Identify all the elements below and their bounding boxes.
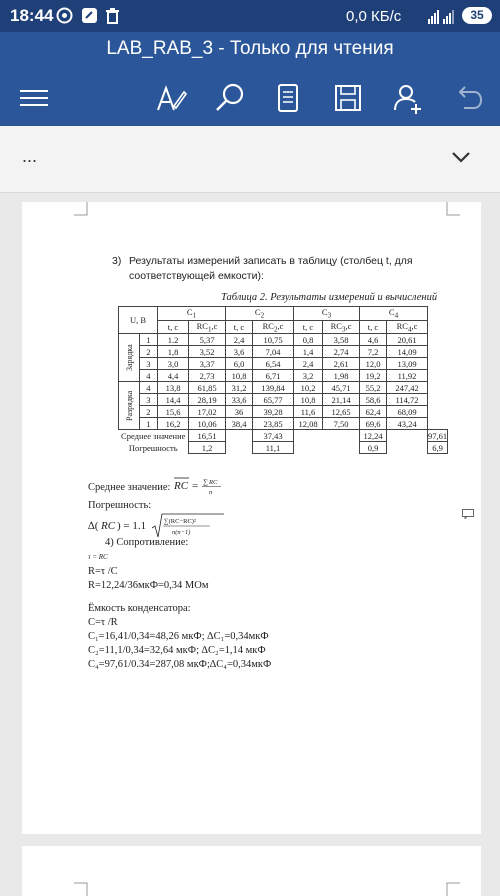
voltage-cell: 2 — [139, 406, 157, 418]
mean-row — [119, 430, 448, 442]
table-cell: 10,75 — [253, 334, 294, 346]
header-c2: $C_2$ — [226, 307, 294, 321]
table-cell: 1,98 — [323, 370, 360, 382]
table-cell: 6,0 — [226, 358, 253, 370]
search-icon — [210, 78, 250, 118]
voltage-cell: 3 — [139, 358, 157, 370]
table-cell: 7,2 — [360, 346, 387, 358]
voltage-cell: 4 — [139, 370, 157, 382]
svg-text:∆(: ∆( — [88, 520, 99, 532]
table-cell: 10,8 — [226, 370, 253, 382]
error-c1: 1,2 — [189, 442, 226, 454]
table-cell: 2,4 — [294, 358, 323, 370]
group-label-charge: Зарядка — [119, 334, 140, 382]
menu-button[interactable] — [14, 78, 54, 118]
table-cell: 2,61 — [323, 358, 360, 370]
voltage-cell: 2 — [139, 346, 157, 358]
table-cell: 2,74 — [323, 346, 360, 358]
charge-rows — [119, 334, 448, 382]
mean-c1: 16,51 — [189, 430, 226, 442]
table-cell: 13,8 — [158, 382, 189, 394]
read-mode-button[interactable] — [268, 78, 308, 118]
document-page-2 — [22, 846, 481, 896]
svg-text:RC: RC — [209, 479, 218, 486]
table-cell: 7,04 — [253, 346, 294, 358]
table-cell: 2,73 — [189, 370, 226, 382]
table-cell: 38,4 — [226, 418, 253, 430]
mean-c3: 12,24 — [360, 430, 387, 442]
table-cell: 58,6 — [360, 394, 387, 406]
share-button[interactable] — [388, 78, 428, 118]
c1-line: C₁=16,41/0,34=48,26 мкФ; ∆C₁=0,34мкФ — [88, 631, 269, 642]
subheader-rc1: $RC_1,c$ — [189, 320, 226, 334]
subheader-rc4: $RC_4,c$ — [387, 320, 428, 334]
table-cell: 43,24 — [387, 418, 428, 430]
svg-text:=: = — [192, 480, 199, 492]
share-icon — [388, 78, 428, 118]
table-cell: 0,8 — [294, 334, 323, 346]
c4-line: C₄=97,61/0.34=287,08 мкФ;∆C₄=0,34мкФ — [88, 659, 272, 670]
table-cell: 12,08 — [294, 418, 323, 430]
table-cell: 2,4 — [226, 334, 253, 346]
table-cell: 3,52 — [189, 346, 226, 358]
table-cell: 3,0 — [158, 358, 189, 370]
table-cell: 39,28 — [253, 406, 294, 418]
title-bar — [0, 32, 500, 68]
svg-text:RC: RC — [101, 520, 116, 532]
table-row — [119, 358, 448, 370]
save-icon — [328, 78, 368, 118]
table-cell: 36 — [226, 406, 253, 418]
error-c2: 11,1 — [253, 442, 294, 454]
table-cell: 1,4 — [294, 346, 323, 358]
table-cell: 31,2 — [226, 382, 253, 394]
table-cell: 12,0 — [360, 358, 387, 370]
signal-icon — [428, 8, 442, 24]
discharge-rows — [119, 382, 448, 430]
list-item-3 — [112, 254, 452, 284]
list-number: 3) — [112, 255, 122, 267]
table-cell: 3,6 — [226, 346, 253, 358]
subheader-rc3: $RC_3,c$ — [323, 320, 360, 334]
table-caption: Таблица 2. Результаты измерений и вычислений — [221, 292, 438, 303]
network-speed: 0,0 КБ/с — [346, 8, 402, 25]
header-u: U, B — [119, 307, 158, 334]
table-row — [119, 334, 448, 346]
app-notification-icon — [81, 7, 98, 24]
table-cell: 23,85 — [253, 418, 294, 430]
results-table — [118, 306, 448, 454]
messenger-icon — [56, 7, 73, 24]
capacitance-heading: Ёмкость конденсатора: — [88, 603, 191, 614]
comment-icon[interactable] — [462, 509, 474, 519]
table-row — [119, 370, 448, 382]
voltage-cell: 4 — [139, 382, 157, 394]
table-cell: 6,54 — [253, 358, 294, 370]
table-cell: 5,37 — [189, 334, 226, 346]
error-row — [119, 442, 448, 454]
table-cell: 6,71 — [253, 370, 294, 382]
table-cell: 14,09 — [387, 346, 428, 358]
chevron-down-icon[interactable] — [448, 144, 474, 170]
error-text: Погрешность: — [88, 500, 152, 511]
table-cell: 3,37 — [189, 358, 226, 370]
error-c4: 6,9 — [428, 442, 448, 454]
c2-line: C₂=11,1/0,34=32,64 мкФ; ∆C₂=1,14 мкФ — [88, 645, 266, 656]
page-corner-mark-right — [446, 202, 460, 216]
save-button[interactable] — [328, 78, 368, 118]
table-cell: 11,6 — [294, 406, 323, 418]
document-title: LAB_RAB_3 - Только для чтения — [106, 38, 394, 59]
svg-text:∑(RC−RC)²: ∑(RC−RC)² — [164, 518, 196, 525]
more-options-button[interactable]: ... — [22, 146, 38, 166]
voltage-cell: 1 — [139, 334, 157, 346]
subheader-rc2: $RC_2,c$ — [253, 320, 294, 334]
header-c1: $C_1$ — [158, 307, 226, 321]
read-mode-icon — [268, 78, 308, 118]
table-cell: 21,14 — [323, 394, 360, 406]
mean-label: Среднее значение — [121, 431, 186, 442]
mean-c2: 37,43 — [253, 430, 294, 442]
table-cell: 19,2 — [360, 370, 387, 382]
table-cell: 20,61 — [387, 334, 428, 346]
group-label-discharge: Разрядка — [119, 382, 140, 430]
ribbon-collapsed-bar — [0, 126, 500, 193]
list-item-text: Результаты измерений записать в таблицу (столбец t, для соответствующей емкости): — [129, 255, 413, 282]
r-result: R=12,24/36мкФ=0,34 МОм — [88, 580, 209, 591]
menu-icon — [14, 78, 54, 118]
undo-icon — [448, 78, 488, 118]
header-c3: $C_3$ — [294, 307, 360, 321]
voltage-cell: 3 — [139, 394, 157, 406]
table-cell: 55,2 — [360, 382, 387, 394]
table-cell: 13,09 — [387, 358, 428, 370]
svg-text:∑: ∑ — [203, 478, 208, 486]
table-cell: 69,6 — [360, 418, 387, 430]
table-cell: 7,50 — [323, 418, 360, 430]
page-corner-mark — [74, 202, 88, 216]
mean-formula — [174, 474, 234, 498]
svg-text:RC: RC — [174, 480, 189, 492]
toolbar — [0, 68, 500, 126]
status-bar — [0, 0, 500, 32]
table-cell: 62,4 — [360, 406, 387, 418]
table-cell: 68,09 — [387, 406, 428, 418]
table-cell: 28,19 — [189, 394, 226, 406]
table-cell: 4,4 — [158, 370, 189, 382]
voltage-cell: 1 — [139, 418, 157, 430]
svg-text:n(n−1): n(n−1) — [172, 529, 191, 536]
c-formula: C=τ /R — [88, 617, 118, 628]
search-button[interactable] — [210, 78, 250, 118]
table-cell: 3,58 — [323, 334, 360, 346]
table-cell: 61,85 — [189, 382, 226, 394]
subheader-t: t, c — [294, 320, 323, 334]
error-label: Погрешность — [128, 442, 178, 453]
svg-text:) = 1.1: ) = 1.1 — [117, 520, 147, 532]
table-row — [119, 346, 448, 358]
table-cell: 4,6 — [360, 334, 387, 346]
table-cell: 10,2 — [294, 382, 323, 394]
header-c4: $C_4$ — [360, 307, 428, 321]
table-cell: 17,02 — [189, 406, 226, 418]
table-row — [119, 382, 448, 394]
signal-icon-2 — [443, 8, 457, 24]
table-cell: 10,8 — [294, 394, 323, 406]
mean-text: Среднее значение: — [88, 482, 171, 493]
table-cell: 1.2 — [158, 334, 189, 346]
page-corner-mark — [74, 882, 88, 896]
subheader-t: t, c — [158, 320, 189, 334]
table-cell: 65,77 — [253, 394, 294, 406]
error-c3: 0,9 — [360, 442, 387, 454]
svg-text:n: n — [209, 489, 213, 496]
trash-notification-icon — [104, 7, 121, 24]
r-formula: R=τ /C — [88, 566, 118, 577]
table-cell: 139,84 — [253, 382, 294, 394]
table-cell: 16,2 — [158, 418, 189, 430]
subheader-t: t, c — [360, 320, 387, 334]
error-formula — [88, 512, 228, 540]
table-cell: 114,72 — [387, 394, 428, 406]
pen-icon — [150, 78, 190, 118]
tau-formula: τ = RC — [88, 553, 108, 561]
table-cell: 12,65 — [323, 406, 360, 418]
table-cell: 11,92 — [387, 370, 428, 382]
resistance-heading: 4) Сопротивление: — [105, 537, 189, 548]
table-cell: 33,6 — [226, 394, 253, 406]
table-cell: 247,42 — [387, 382, 428, 394]
battery-indicator: 35 — [462, 7, 492, 24]
table-row — [119, 418, 448, 430]
page-corner-mark-right — [446, 882, 460, 896]
document-page — [22, 202, 481, 834]
table-cell: 15,6 — [158, 406, 189, 418]
table-cell: 3,2 — [294, 370, 323, 382]
table-cell: 14,4 — [158, 394, 189, 406]
table-row — [119, 406, 448, 418]
subheader-t: t, c — [226, 320, 253, 334]
mean-c4: 97,61 — [428, 430, 448, 441]
draw-button[interactable] — [150, 78, 190, 118]
table-cell: 45,71 — [323, 382, 360, 394]
undo-button[interactable] — [448, 78, 488, 118]
clock: 18:44 — [10, 6, 54, 25]
table-row — [119, 394, 448, 406]
table-cell: 10,06 — [189, 418, 226, 430]
table-cell: 1,8 — [158, 346, 189, 358]
